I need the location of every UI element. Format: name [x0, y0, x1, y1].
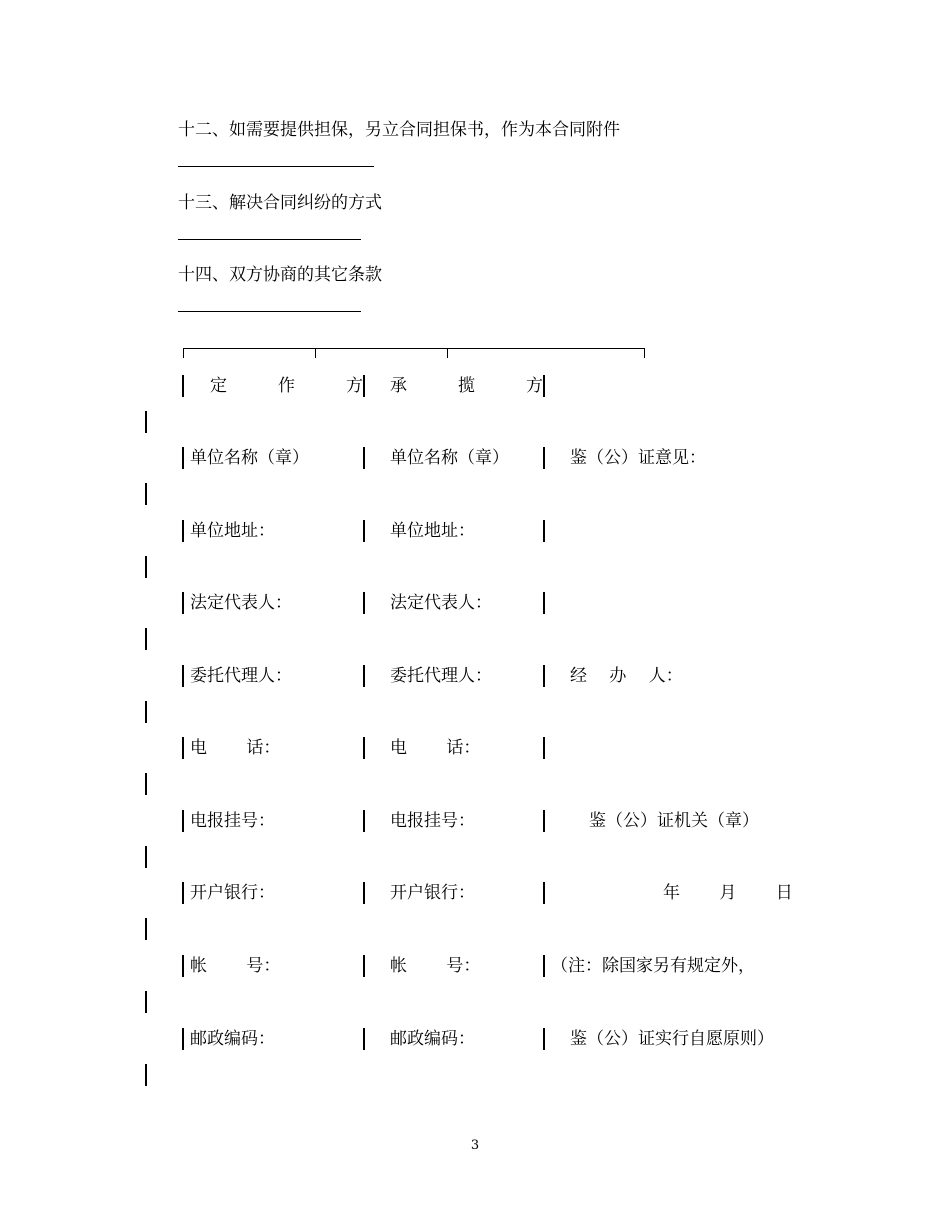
- orderer-field: 电报挂号：: [190, 811, 275, 831]
- column-divider: [182, 955, 184, 977]
- clause-14: 十四、双方协商的其它条款: [178, 265, 382, 285]
- column-divider: [543, 447, 545, 469]
- contractor-field: 帐 号：: [390, 956, 481, 976]
- column-divider: [543, 1028, 545, 1050]
- column-divider: [182, 375, 184, 397]
- notary-field: 鉴（公）证机关（章）: [589, 811, 759, 831]
- table-tick: [644, 348, 645, 358]
- left-margin-bar: [145, 991, 147, 1013]
- column-divider: [363, 810, 365, 832]
- notary-field: 鉴（公）证意见：: [570, 448, 706, 468]
- column-divider: [363, 520, 365, 542]
- contractor-field: 单位名称（章）: [390, 448, 509, 468]
- header-contractor: 承 揽 方: [390, 376, 543, 396]
- orderer-field: 开户银行：: [190, 883, 275, 903]
- left-margin-bar: [145, 773, 147, 795]
- column-divider: [363, 737, 365, 759]
- column-divider: [182, 1028, 184, 1050]
- left-margin-bar: [145, 1064, 147, 1086]
- left-margin-bar: [145, 701, 147, 723]
- clause-12: 十二、如需要提供担保，另立合同担保书，作为本合同附件: [178, 120, 620, 140]
- notary-field: 经 办 人：: [570, 666, 683, 686]
- column-divider: [363, 592, 365, 614]
- page-number: 3: [470, 1138, 480, 1153]
- orderer-field: 法定代表人：: [190, 593, 292, 613]
- left-margin-bar: [145, 628, 147, 650]
- header-orderer: 定 作 方: [210, 376, 363, 396]
- left-margin-bar: [145, 411, 147, 433]
- table-tick: [315, 348, 316, 358]
- table-tick: [183, 348, 184, 358]
- table-tick: [447, 348, 448, 358]
- column-divider: [363, 375, 365, 397]
- notary-note: 鉴（公）证实行自愿原则）: [570, 1029, 774, 1049]
- column-divider: [363, 1028, 365, 1050]
- column-divider: [363, 665, 365, 687]
- notary-date: 年 月 日: [663, 883, 793, 903]
- contractor-field: 开户银行：: [390, 883, 475, 903]
- orderer-field: 帐 号：: [190, 956, 281, 976]
- column-divider: [182, 737, 184, 759]
- clause-13: 十三、解决合同纠纷的方式: [178, 193, 382, 213]
- column-divider: [363, 447, 365, 469]
- column-divider: [182, 810, 184, 832]
- contractor-field: 法定代表人：: [390, 593, 492, 613]
- column-divider: [182, 447, 184, 469]
- orderer-field: 委托代理人：: [190, 666, 292, 686]
- column-divider: [182, 665, 184, 687]
- column-divider: [182, 592, 184, 614]
- column-divider: [182, 882, 184, 904]
- contractor-field: 委托代理人：: [390, 666, 492, 686]
- left-margin-bar: [145, 918, 147, 940]
- column-divider: [543, 882, 545, 904]
- column-divider: [543, 737, 545, 759]
- orderer-field: 单位地址：: [190, 521, 275, 541]
- column-divider: [543, 592, 545, 614]
- orderer-field: 电 话：: [190, 738, 281, 758]
- left-margin-bar: [145, 556, 147, 578]
- column-divider: [363, 955, 365, 977]
- orderer-field: 单位名称（章）: [190, 448, 309, 468]
- table-top-rule: [183, 348, 645, 349]
- column-divider: [543, 520, 545, 542]
- contractor-field: 单位地址：: [390, 521, 475, 541]
- column-divider: [182, 520, 184, 542]
- column-divider: [363, 882, 365, 904]
- contractor-field: 电报挂号：: [390, 811, 475, 831]
- notary-note: （注：除国家另有规定外，: [551, 956, 755, 976]
- column-divider: [543, 810, 545, 832]
- orderer-field: 邮政编码：: [190, 1029, 275, 1049]
- column-divider: [543, 375, 545, 397]
- contractor-field: 电 话：: [390, 738, 481, 758]
- left-margin-bar: [145, 483, 147, 505]
- left-margin-bar: [145, 846, 147, 868]
- clause-13-blank-line: [178, 239, 361, 240]
- column-divider: [543, 955, 545, 977]
- column-divider: [543, 665, 545, 687]
- clause-12-blank-line: [178, 166, 374, 167]
- clause-14-blank-line: [178, 311, 361, 312]
- contractor-field: 邮政编码：: [390, 1029, 475, 1049]
